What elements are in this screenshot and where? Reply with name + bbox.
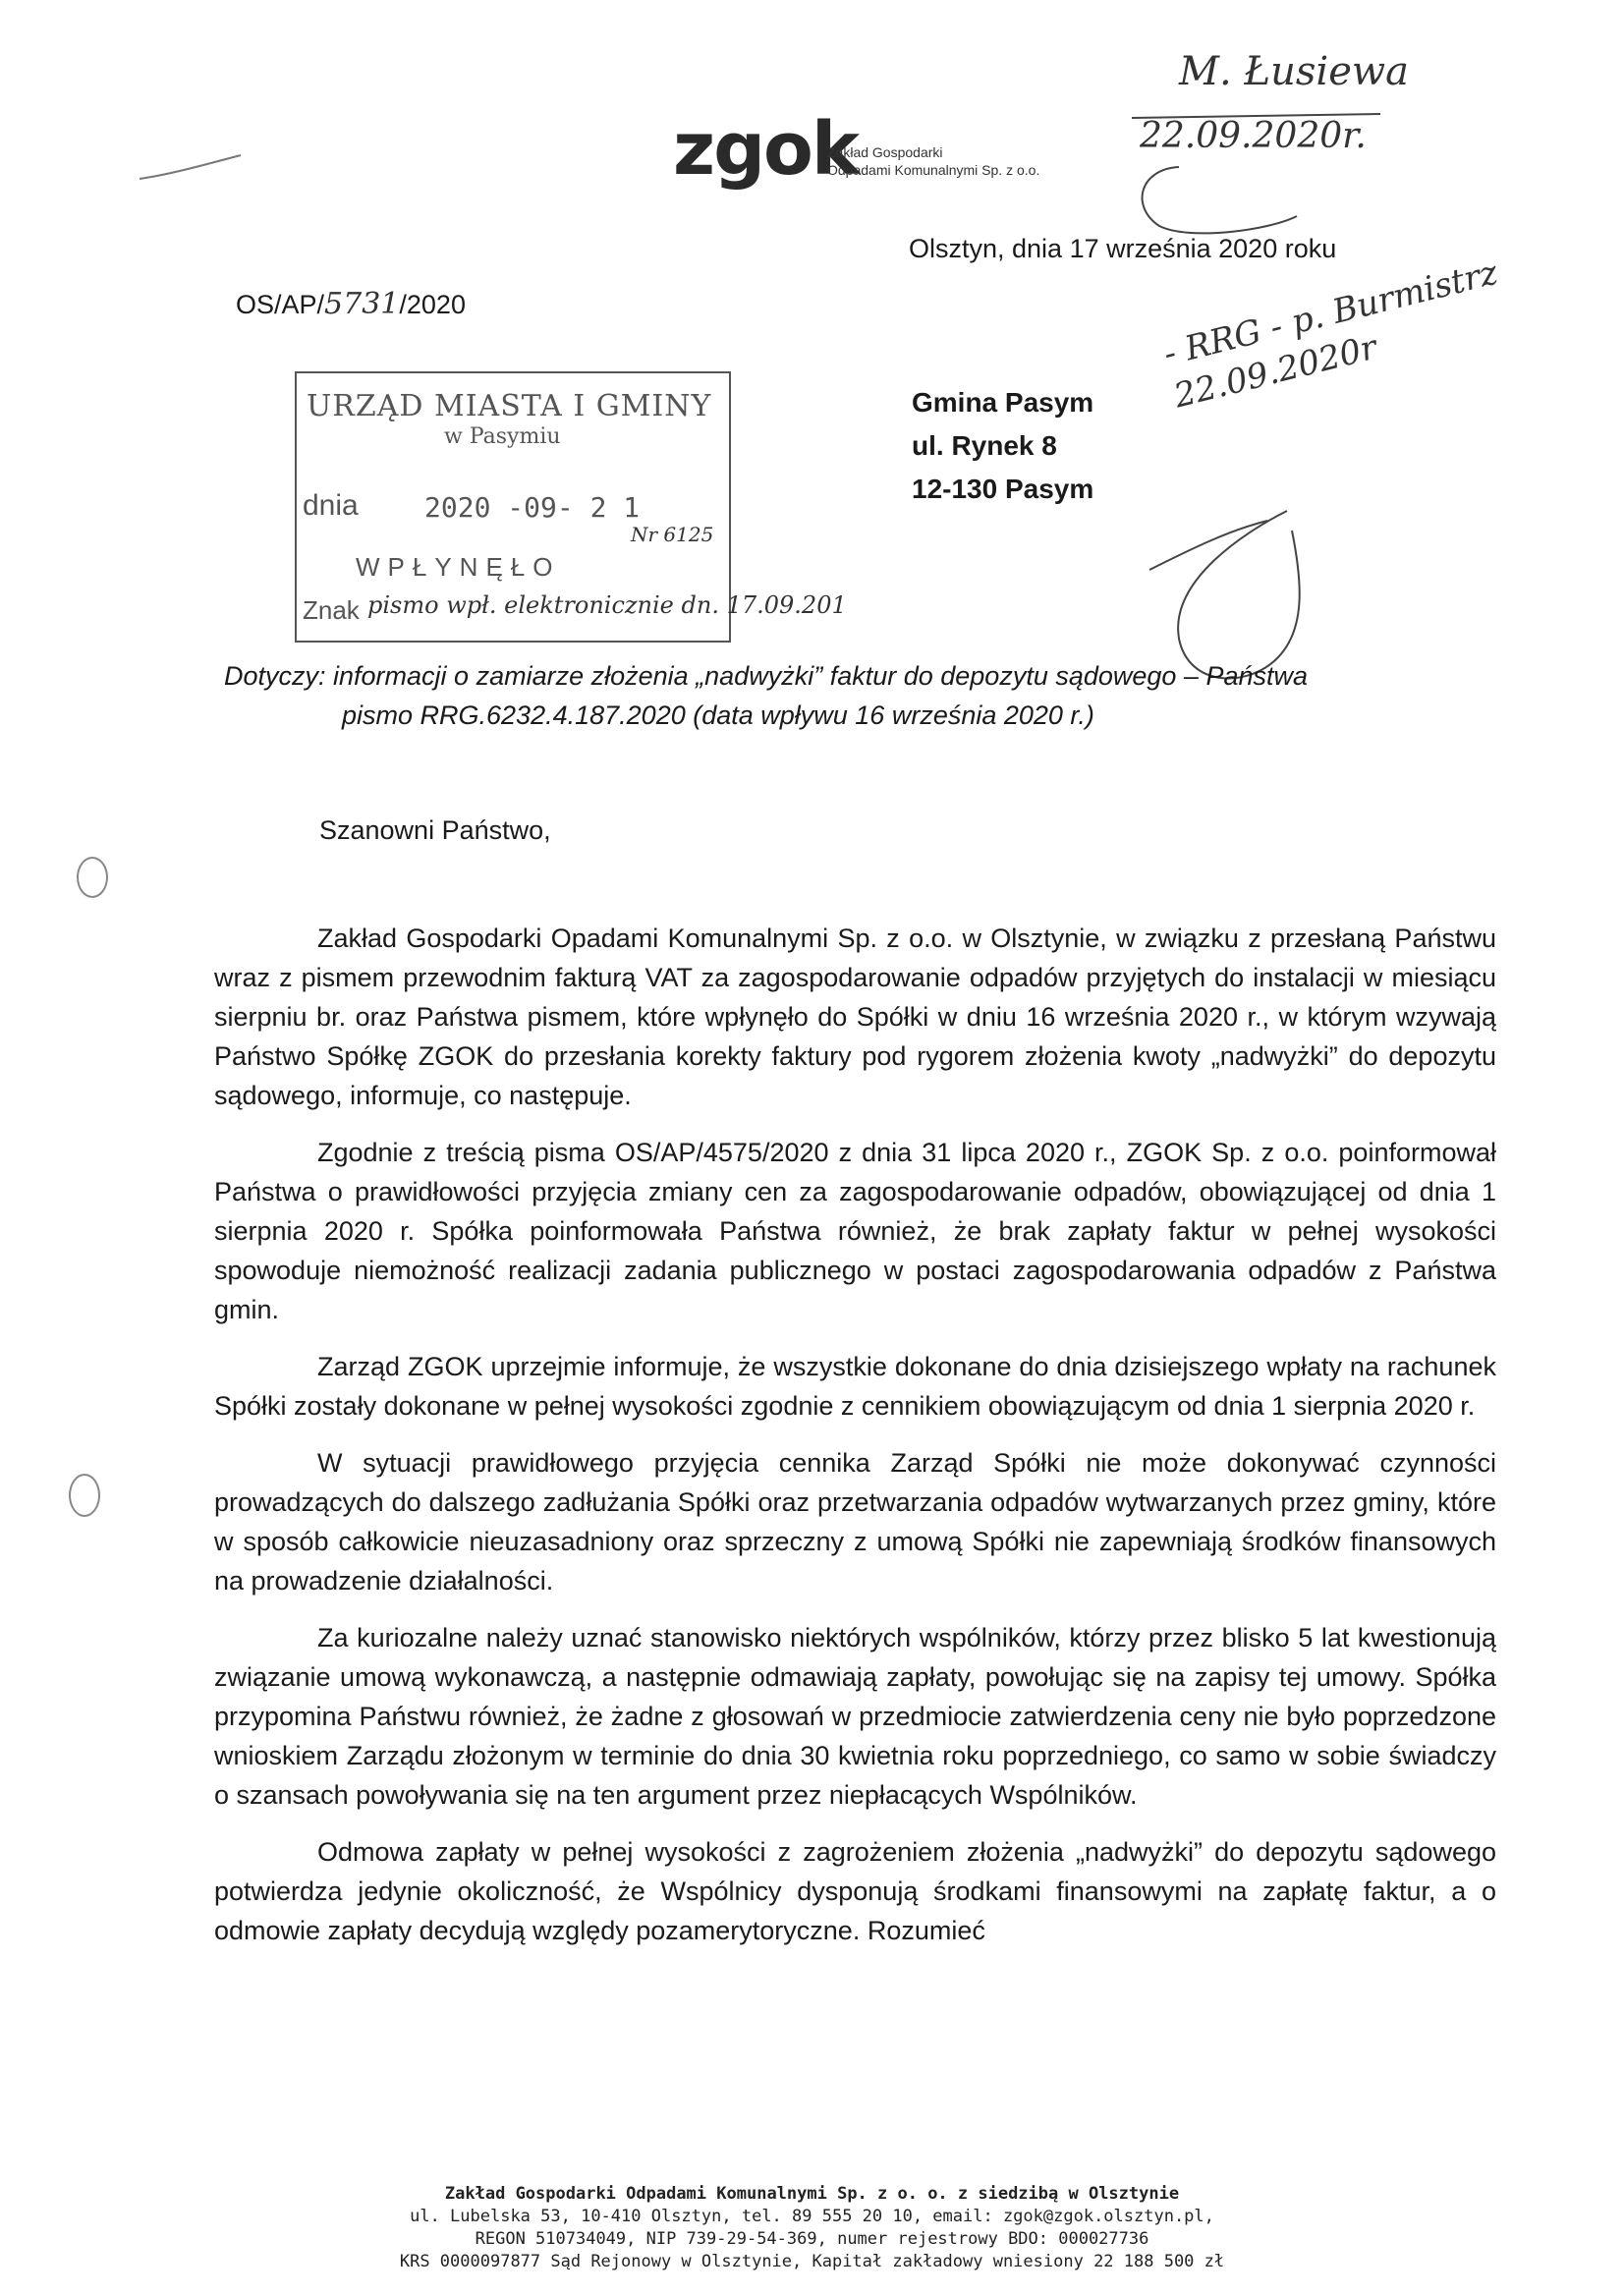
reference-number [236,287,466,321]
logo-line-1: Zakład Gospodarki [827,144,943,160]
handwritten-signature: M. Łusiewa [1179,49,1409,94]
stamp-received: WPŁYNĘŁO [356,552,561,582]
greeting: Szanowni Państwo, [319,815,551,845]
stamp-handwritten-number: Nr 6125 [631,523,714,546]
company-logo: zgok [673,107,859,192]
reference-prefix: OS/AP/ [236,290,325,319]
paragraph-6: Odmowa zapłaty w pełnej wysokości z zagrożeniem złożenia „nadwyżki” do depozytu sądowego potwierdza jedynie okoliczność, że Wspólnicy dysponują środkami finansowymi na zapłatę faktur, a o odmowie zapłaty decydują względy pozamerytoryczne. Rozumieć [214,1837,1496,1945]
recipient-name: Gmina Pasym [912,387,1094,418]
footer-line-3: REGON 510734049, NIP 739-29-54-369, numer rejestrowy BDO: 000027736 [475,2229,1149,2249]
reference-handwritten-number: 5731 [324,287,400,321]
recipient-address [912,381,1093,511]
stamp-office: URZĄD MIASTA I GMINY [307,389,712,423]
handwritten-date: 22.09.2020r. [1140,116,1367,156]
paragraph-5: Za kuriozalne należy uznać stanowisko niektórych wspólników, którzy przez blisko 5 lat kwestionują związanie umową wykonawczą, a następnie odmawiają zapłaty, powołując się na zapisy tej umowy. Spółka przypomina Państwu również, że żadne z głosowań w przedmiocie zatwierdzenia ceny nie było poprzedzone wnioskiem Zarządu złożonym w terminie do dnia 30 kwietnia roku poprzedniego, co samo w sobie świadczy o szansach powoływania się na ten argument przez niepłacących Wspólników. [214,1623,1496,1810]
place-date: Olsztyn, dnia 17 września 2020 roku [909,234,1337,263]
punch-hole-mark [69,1474,100,1517]
stamp-handwritten-note: pismo wpł. elektronicznie dn. 17.09.201 [367,591,847,619]
subject-line-2: pismo RRG.6232.4.187.2020 (data wpływu 16 września 2020 r.) [342,700,1094,730]
reference-suffix: /2020 [399,290,466,319]
recipient-street: ul. Rynek 8 [912,430,1057,461]
stamp-sign-label: Znak [303,595,360,625]
scan-mark [138,147,246,187]
recipient-city: 12-130 Pasym [912,474,1094,504]
stamp-date-label: dnia [303,489,359,522]
footer-line-4: KRS 0000097877 Sąd Rejonowy w Olsztynie, Kapitał zakładowy wniesiony 22 188 500 zł [399,2252,1225,2271]
footer-line-1: Zakład Gospodarki Odpadami Komunalnymi Sp. z o. o. z siedzibą w Olsztynie [444,2184,1180,2204]
subject [224,656,1501,735]
handwritten-routing-note: - RRG - p. Burmistrz 22.09.2020r [1159,252,1502,417]
punch-hole-mark [77,857,108,898]
paragraph-1: Zakład Gospodarki Opadami Komunalnymi Sp. z o.o. w Olsztynie, w związku z przesłaną Państwu wraz z pismem przewodnim fakturą VAT za zagospodarowanie odpadów przyjętych do instalacji w miesiącu sierpniu br. oraz Państwa pismem, które wpłynęło do Spółki w dniu 16 września 2020 r., w którym wzywają Państwo Spółkę ZGOK do przesłania korekty faktury pod rygorem złożenia kwoty „nadwyżki” do depozytu sądowego, informuje, co następuje. [214,924,1496,1110]
footer-line-2: ul. Lubelska 53, 10-410 Olsztyn, tel. 89 555 20 10, email: zgok@zgok.olsztyn.pl, [410,2207,1214,2226]
signature-arc [1120,147,1316,246]
stamp-date-value: 2020 -09- 2 1 [424,491,641,524]
company-footer [0,2183,1624,2273]
paragraph-4: W sytuacji prawidłowego przyjęcia cennika Zarząd Spółki nie może dokonywać czynności prowadzących do dalszego zadłużania Spółki oraz przetwarzania odpadów wytwarzanych przez gminy, które w sposób całkowicie nieuzasadniony oraz sprzeczny z umową Spółki nie zapewniają środków finansowych na prowadzenie działalności. [214,1448,1496,1596]
received-stamp [295,371,847,643]
subject-line-1: Dotyczy: informacji o zamiarze złożenia „nadwyżki” faktur do depozytu sądowego – Państwa [224,661,1309,691]
stamp-town: w Pasymiu [444,424,561,449]
paragraph-2: Zgodnie z treścią pisma OS/AP/4575/2020 z dnia 31 lipca 2020 r., ZGOK Sp. z o.o. poinformował Państwa o prawidłowości przyjęcia zmiany cen za zagospodarowanie odpadów, obowiązującej od dnia 1 sierpnia 2020 r. Spółka poinformowała Państwa również, że brak zapłaty faktur w pełnej wysokości spowoduje niemożność realizacji zadania publicznego w postaci zagospodarowania odpadów z Państwa gmin. [214,1138,1496,1324]
letter-body [214,919,1496,1968]
paragraph-3: Zarząd ZGOK uprzejmie informuje, że wszystkie dokonane do dnia dzisiejszego wpłaty na rachunek Spółki zostały dokonane w pełnej wysokości zgodnie z cennikiem obowiązującym od dnia 1 sierpnia 2020 r. [214,1352,1496,1421]
company-logo-text [827,143,1039,179]
logo-line-2: Odpadami Komunalnymi Sp. z o.o. [827,162,1040,178]
